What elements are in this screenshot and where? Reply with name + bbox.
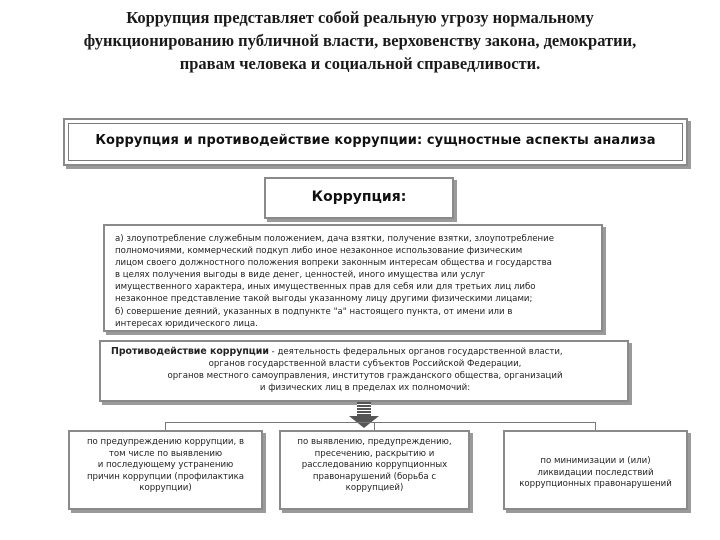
diagram-title-frame	[63, 118, 688, 166]
direction-line: коррупционных правонарушений	[519, 479, 672, 490]
direction-box-prevention	[68, 430, 263, 510]
direction-line: коррупции)	[139, 483, 192, 494]
definition-line: в целях получения выгоды в виде денег, ценностей, иного имущества или услуг	[115, 270, 486, 281]
title-line: правам человека и социальной справедливости.	[179, 54, 541, 73]
connector-line	[165, 422, 595, 423]
direction-line: по предупреждению коррупции, в	[86, 437, 245, 447]
definition-line: лицом своего должностного положения вопреки законным интересам общества и государства	[115, 258, 552, 269]
connector-line	[165, 422, 166, 430]
title-line: функционированию публичной власти, верховенству закона, демократии,	[83, 31, 637, 50]
counteraction-box	[99, 340, 629, 402]
direction-line: правонарушений (борьба с	[312, 471, 437, 482]
definition-line: интересах юридического лица.	[115, 318, 258, 329]
direction-line: расследованию коррупционных	[301, 460, 448, 471]
direction-line: и последующему устранению	[97, 460, 234, 471]
counteraction-text: - деятельность федеральных органов государственной власти,	[268, 347, 563, 357]
counteraction-term: Противодействие коррупции	[111, 346, 269, 357]
definition-line: незаконное представление такой выгоды указанному лицу другими физическими лицами;	[115, 294, 533, 305]
connector-line	[595, 422, 596, 430]
title-line: Коррупция представляет собой реальную угрозу нормальному	[126, 8, 594, 27]
direction-line: коррупцией)	[345, 483, 404, 494]
direction-line: пресечению, раскрытию и	[314, 448, 435, 459]
direction-line: по минимизации и (или)	[540, 456, 651, 466]
direction-line: причин коррупции (профилактика	[86, 471, 245, 482]
definition-line: полномочиями, коммерческий подкуп либо иное незаконное использование физическим	[115, 246, 523, 257]
connector-line	[374, 422, 375, 430]
corruption-heading-box	[264, 177, 454, 219]
definition-line: б) совершение деяний, указанных в подпункте "а" настоящего пункта, от имени или в	[115, 306, 513, 317]
direction-line: по выявлению, предупреждению,	[297, 437, 452, 447]
counteraction-line: и физических лиц в пределах их полномочий:	[259, 383, 471, 394]
diagram-title: Коррупция и противодействие коррупции: сущностные аспекты анализа	[95, 133, 656, 148]
corruption-heading: Коррупция:	[311, 189, 407, 205]
down-arrow-stem	[357, 402, 371, 416]
direction-line: том числе по выявлению	[108, 448, 223, 459]
direction-box-combating	[279, 430, 470, 510]
direction-line: ликвидации последствий	[537, 467, 654, 478]
definition-line: а) злоупотребление служебным положением, дача взятки, получение взятки, злоупотребление	[115, 234, 555, 244]
counteraction-line: органов местного самоуправления, институтов гражданского общества, организаций	[167, 371, 563, 382]
counteraction-first-line	[111, 346, 619, 358]
counteraction-line: органов государственной власти субъектов Российской Федерации,	[208, 359, 522, 370]
corruption-definition-box	[103, 224, 603, 332]
page-title	[0, 6, 720, 75]
direction-box-minimization	[503, 430, 688, 510]
definition-line: имущественного характера, иных имущественных прав для себя или для третьих лиц либо	[115, 282, 536, 293]
